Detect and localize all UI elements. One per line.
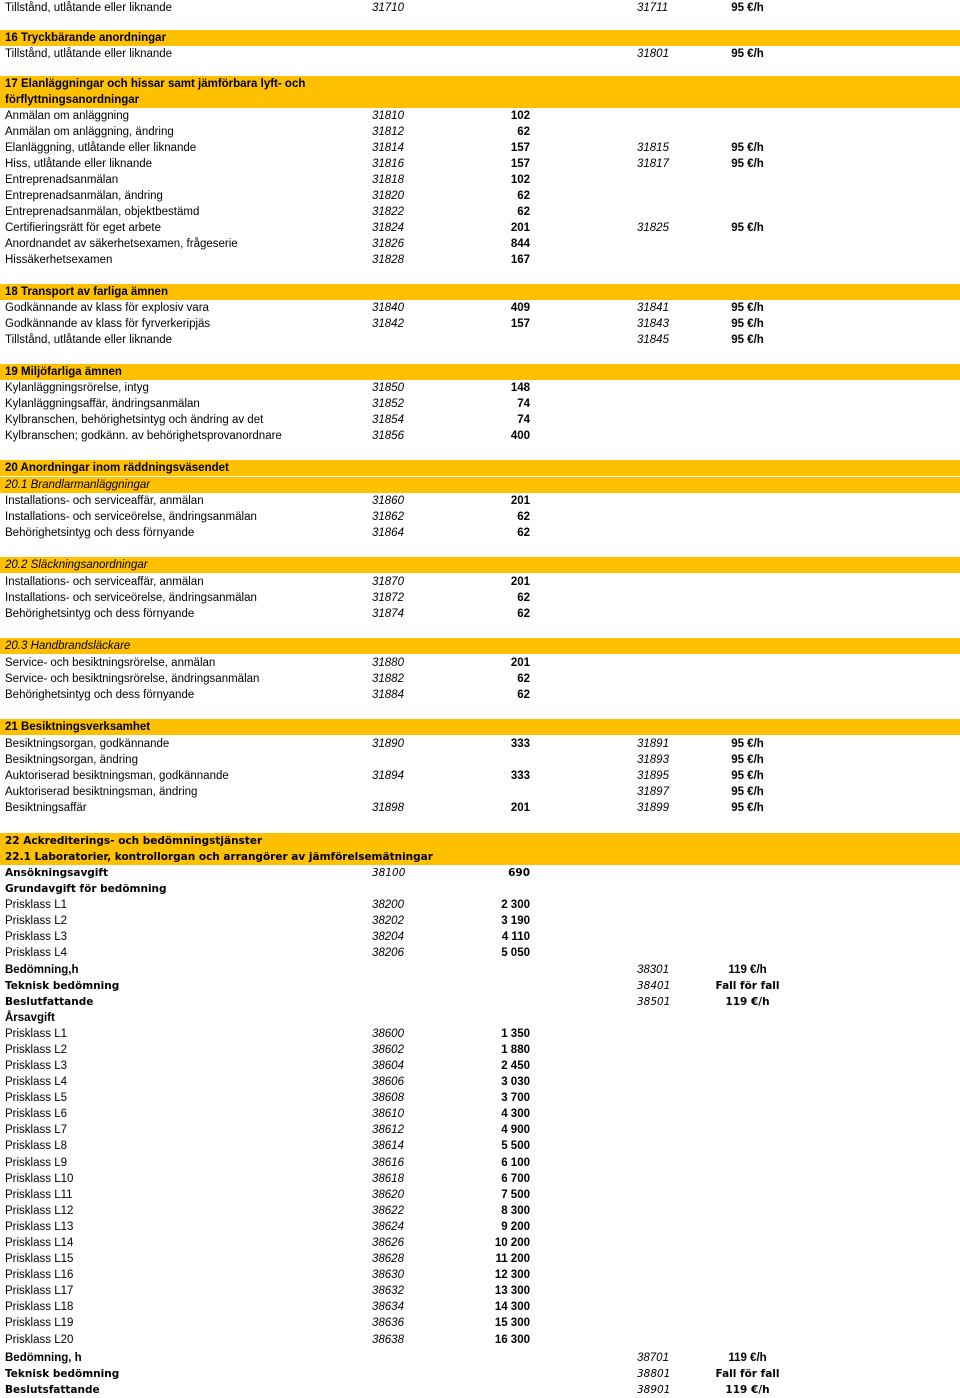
hourly-fee-amount: 119 €/h	[728, 1352, 767, 1364]
table-row	[0, 1155, 960, 1171]
fee-amount: 10 200	[494, 1237, 530, 1249]
fee-code: 38600	[372, 1028, 404, 1040]
fee-code: 31828	[372, 254, 404, 266]
table-row	[0, 1299, 960, 1315]
row-description: Prisklass L18	[5, 1301, 74, 1313]
fee-amount: 5 500	[501, 1140, 530, 1152]
row-description: Tillstånd, utlåtande eller liknande	[5, 334, 173, 346]
fee-code: 38100	[372, 867, 406, 879]
table-row	[0, 1332, 960, 1348]
hourly-fee-code: 38501	[637, 996, 671, 1008]
hourly-fee-amount: 95 €/h	[731, 2, 764, 14]
row-description: Beslutsfattande	[5, 1384, 100, 1396]
row-description: Service- och besiktningsrörelse, ändringsanmälan	[5, 673, 260, 685]
table-row	[0, 978, 960, 994]
table-row	[0, 784, 960, 800]
fee-code: 38638	[372, 1334, 404, 1346]
hourly-fee-code: 31895	[637, 770, 669, 782]
fee-code: 38618	[372, 1173, 404, 1185]
row-description: Bedömning, h	[5, 1352, 82, 1364]
hourly-fee-code: 38801	[637, 1368, 671, 1380]
table-row	[0, 460, 960, 476]
row-description: Entreprenadsanmälan	[5, 174, 119, 186]
fee-code: 38620	[372, 1189, 404, 1201]
table-row	[0, 1026, 960, 1042]
hourly-fee-code: 31711	[637, 2, 669, 14]
table-row	[0, 752, 960, 768]
row-description: 18 Transport av farliga ämnen	[5, 286, 168, 298]
table-row	[0, 929, 960, 945]
row-description: Prisklass L2	[5, 915, 67, 927]
hourly-fee-amount: Fall för fall	[715, 1368, 780, 1380]
row-description: Besiktningsorgan, ändring	[5, 754, 138, 766]
fee-code: 31814	[372, 142, 404, 154]
hourly-fee-amount: 95 €/h	[731, 786, 764, 798]
fee-amount: 3 030	[501, 1076, 530, 1088]
fee-amount: 4 110	[501, 931, 530, 943]
row-description: Prisklass L15	[5, 1253, 74, 1265]
hourly-fee-amount: 95 €/h	[731, 222, 764, 234]
row-description: Tillstånd, utlåtande eller liknande	[5, 2, 173, 14]
row-description: Prisklass L20	[5, 1334, 74, 1346]
table-row	[0, 76, 960, 108]
row-description: 20.3 Handbrandsläckare	[5, 640, 131, 652]
fee-amount: 102	[510, 110, 530, 122]
row-description: 17 Elanläggningar och hissar samt jämförbara lyft- och förflyttningsanordningar	[5, 78, 306, 106]
fee-code: 31818	[372, 174, 404, 186]
table-row	[0, 590, 960, 606]
hourly-fee-amount: 95 €/h	[731, 142, 764, 154]
table-row	[0, 1187, 960, 1203]
table-row	[0, 865, 960, 881]
table-row	[0, 1203, 960, 1219]
fee-code: 38614	[372, 1140, 404, 1152]
fee-amount: 201	[510, 222, 530, 234]
table-row	[0, 736, 960, 752]
fee-amount: 12 300	[494, 1269, 530, 1281]
row-description: Teknisk bedömning	[5, 1368, 120, 1380]
fee-code: 31810	[372, 110, 404, 122]
row-description: Tillstånd, utlåtande eller liknande	[5, 48, 173, 60]
table-row	[0, 913, 960, 929]
fee-amount: 201	[510, 802, 530, 814]
table-row	[0, 188, 960, 204]
table-row	[0, 1122, 960, 1138]
fee-amount: 157	[510, 142, 530, 154]
row-description: Anordnandet av säkerhetsexamen, frågeserie	[5, 238, 238, 250]
table-row	[0, 1350, 960, 1366]
hourly-fee-code: 38301	[637, 964, 669, 976]
row-description: Besiktningsaffär	[5, 802, 87, 814]
row-description: Kylanläggningsaffär, ändringsanmälan	[5, 398, 200, 410]
hourly-fee-code: 31825	[637, 222, 669, 234]
row-description: Hiss, utlåtande eller liknande	[5, 158, 153, 170]
table-row	[0, 606, 960, 622]
fee-amount: 4 300	[501, 1108, 530, 1120]
table-row	[0, 671, 960, 687]
table-row	[0, 1315, 960, 1331]
fee-code: 31710	[372, 2, 404, 14]
row-description: Behörighetsintyg och dess förnyande	[5, 527, 195, 539]
fee-code: 31842	[372, 318, 404, 330]
fee-code: 31824	[372, 222, 404, 234]
row-description: 19 Miljöfarliga ämnen	[5, 366, 122, 378]
row-description: 16 Tryckbärande anordningar	[5, 32, 167, 44]
fee-code: 31812	[372, 126, 404, 138]
fee-amount: 157	[510, 158, 530, 170]
row-description: Prisklass L16	[5, 1269, 74, 1281]
table-row	[0, 300, 960, 316]
hourly-fee-amount: 95 €/h	[731, 302, 764, 314]
table-row	[0, 768, 960, 784]
fee-code: 38622	[372, 1205, 404, 1217]
row-description: Behörighetsintyg och dess förnyande	[5, 608, 195, 620]
table-row	[0, 719, 960, 735]
fee-amount: 2 300	[501, 899, 530, 911]
table-row	[0, 1267, 960, 1283]
fee-amount: 690	[508, 867, 530, 879]
table-row	[0, 332, 960, 348]
table-row	[0, 1219, 960, 1235]
row-description: Prisklass L5	[5, 1092, 67, 1104]
fee-code: 31872	[372, 592, 404, 604]
fee-amount: 1 880	[501, 1044, 530, 1056]
row-description: 21 Besiktningsverksamhet	[5, 721, 151, 733]
table-row	[0, 557, 960, 573]
row-description: Installations- och serviceörelse, ändringsanmälan	[5, 511, 257, 523]
row-description: Entreprenadsanmälan, ändring	[5, 190, 163, 202]
row-description: Grundavgift för bedömning	[5, 883, 167, 895]
table-row	[0, 364, 960, 380]
table-row	[0, 108, 960, 124]
fee-code: 31860	[372, 495, 404, 507]
row-description: Prisklass L2	[5, 1044, 67, 1056]
row-description: Godkännande av klass för fyrverkeripjäs	[5, 318, 211, 330]
fee-code: 31882	[372, 673, 404, 685]
table-row	[0, 1090, 960, 1106]
table-row	[0, 316, 960, 332]
hourly-fee-code: 31843	[637, 318, 669, 330]
hourly-fee-code: 38901	[637, 1384, 671, 1396]
fee-amount: 201	[510, 495, 530, 507]
fee-amount: 148	[510, 382, 530, 394]
row-description: Auktoriserad besiktningsman, godkännande	[5, 770, 229, 782]
table-row	[0, 220, 960, 236]
table-row	[0, 574, 960, 590]
fee-amount: 4 900	[501, 1124, 530, 1136]
fee-amount: 167	[510, 254, 530, 266]
row-description: Certifieringsrätt för eget arbete	[5, 222, 161, 234]
fee-code: 38612	[372, 1124, 404, 1136]
fee-code: 38616	[372, 1157, 404, 1169]
fee-amount: 62	[517, 592, 530, 604]
fee-amount: 844	[510, 238, 530, 250]
row-description: Prisklass L9	[5, 1157, 67, 1169]
fee-code: 38610	[372, 1108, 404, 1120]
hourly-fee-amount: 95 €/h	[731, 158, 764, 170]
fee-amount: 62	[517, 190, 530, 202]
fee-code: 38624	[372, 1221, 404, 1233]
fee-amount: 11 200	[495, 1253, 530, 1265]
row-description: Besiktningsorgan, godkännande	[5, 738, 170, 750]
table-row	[0, 945, 960, 961]
fee-amount: 62	[517, 511, 530, 523]
fee-code: 31862	[372, 511, 404, 523]
fee-code: 31898	[372, 802, 404, 814]
table-row	[0, 1042, 960, 1058]
table-row	[0, 1382, 960, 1398]
fee-amount: 74	[517, 398, 530, 410]
fee-code: 38634	[372, 1301, 404, 1313]
row-description: Ansökningsavgift	[5, 867, 108, 879]
row-description: Kylbranschen; godkänn. av behörighetsprovanordnare	[5, 430, 282, 442]
fee-code: 31874	[372, 608, 404, 620]
fee-code: 31894	[372, 770, 404, 782]
table-row	[0, 172, 960, 188]
row-description: Service- och besiktningsrörelse, anmälan	[5, 657, 216, 669]
fee-amount: 74	[517, 414, 530, 426]
table-row	[0, 1171, 960, 1187]
table-row	[0, 897, 960, 913]
fee-amount: 201	[510, 657, 530, 669]
table-row	[0, 1283, 960, 1299]
table-row	[0, 881, 960, 897]
fee-code: 31822	[372, 206, 404, 218]
fee-code: 31852	[372, 398, 404, 410]
row-description: Auktoriserad besiktningsman, ändring	[5, 786, 198, 798]
hourly-fee-amount: 95 €/h	[731, 754, 764, 766]
row-description: Kylbranschen, behörighetsintyg och ändring av det	[5, 414, 264, 426]
hourly-fee-code: 31897	[637, 786, 669, 798]
hourly-fee-amount: 119 €/h	[725, 1384, 770, 1396]
fee-code: 38630	[372, 1269, 404, 1281]
row-description: Prisklass L12	[5, 1205, 74, 1217]
table-row	[0, 638, 960, 654]
row-description: 22 Ackrediterings- och bedömningstjänster	[5, 835, 263, 847]
fee-code: 31856	[372, 430, 404, 442]
fee-code: 31820	[372, 190, 404, 202]
hourly-fee-amount: 95 €/h	[731, 738, 764, 750]
fee-code: 31884	[372, 689, 404, 701]
fee-code: 38200	[372, 899, 404, 911]
fee-amount: 3 190	[501, 915, 530, 927]
fee-amount: 16 300	[494, 1334, 530, 1346]
row-description: Beslutfattande	[5, 996, 94, 1008]
table-row	[0, 1010, 960, 1026]
row-description: Prisklass L19	[5, 1317, 74, 1329]
fee-amount: 62	[517, 689, 530, 701]
fee-code: 38204	[372, 931, 404, 943]
fee-code: 31870	[372, 576, 404, 588]
fee-code: 31880	[372, 657, 404, 669]
hourly-fee-code: 31891	[637, 738, 669, 750]
fee-code: 38202	[372, 915, 404, 927]
table-row	[0, 477, 960, 493]
row-description: Prisklass L17	[5, 1285, 74, 1297]
table-row	[0, 204, 960, 220]
table-row	[0, 124, 960, 140]
fee-amount: 1 350	[501, 1028, 530, 1040]
hourly-fee-amount: 119 €/h	[725, 996, 770, 1008]
table-row	[0, 1138, 960, 1154]
fee-amount: 333	[510, 738, 530, 750]
hourly-fee-code: 31845	[637, 334, 669, 346]
hourly-fee-amount: 95 €/h	[731, 770, 764, 782]
fee-code: 38206	[372, 947, 404, 959]
row-description: Bedömning,h	[5, 964, 79, 976]
row-description: Prisklass L1	[5, 899, 67, 911]
fee-code: 38608	[372, 1092, 404, 1104]
row-description: 20 Anordningar inom räddningsväsendet	[5, 462, 229, 474]
table-row	[0, 525, 960, 541]
row-description: Årsavgift	[5, 1012, 55, 1024]
fee-amount: 333	[510, 770, 530, 782]
table-row	[0, 1235, 960, 1251]
row-description: Prisklass L4	[5, 947, 67, 959]
fee-code: 31864	[372, 527, 404, 539]
hourly-fee-code: 31815	[637, 142, 669, 154]
fee-code: 38606	[372, 1076, 404, 1088]
hourly-fee-amount: Fall för fall	[715, 980, 780, 992]
table-row	[0, 252, 960, 268]
table-row	[0, 687, 960, 703]
row-description: Prisklass L8	[5, 1140, 67, 1152]
table-row	[0, 284, 960, 300]
table-row	[0, 1251, 960, 1267]
table-row	[0, 46, 960, 62]
table-row	[0, 1074, 960, 1090]
fee-amount: 102	[510, 174, 530, 186]
fee-code: 38604	[372, 1060, 404, 1072]
table-row	[0, 1106, 960, 1122]
table-row	[0, 140, 960, 156]
fee-amount: 7 500	[501, 1189, 530, 1201]
fee-amount: 8 300	[501, 1205, 530, 1217]
row-description: Prisklass L10	[5, 1173, 74, 1185]
hourly-fee-code: 38401	[637, 980, 671, 992]
fee-code: 38602	[372, 1044, 404, 1056]
row-description: Installations- och serviceörelse, ändringsanmälan	[5, 592, 257, 604]
row-description: 20.1 Brandlarmanläggningar	[5, 479, 151, 491]
row-description: 22.1 Laboratorier, kontrollorgan och arrangörer av jämförelsemätningar	[5, 851, 433, 863]
table-row	[0, 962, 960, 978]
hourly-fee-code: 31893	[637, 754, 669, 766]
row-description: Teknisk bedömning	[5, 980, 120, 992]
table-row	[0, 849, 960, 865]
row-description: Anmälan om anläggning, ändring	[5, 126, 174, 138]
hourly-fee-amount: 95 €/h	[731, 334, 764, 346]
fee-amount: 6 100	[501, 1157, 530, 1169]
fee-amount: 62	[517, 608, 530, 620]
fee-amount: 62	[517, 527, 530, 539]
table-row	[0, 994, 960, 1010]
fee-amount: 62	[517, 126, 530, 138]
fee-amount: 6 700	[501, 1173, 530, 1185]
hourly-fee-amount: 119 €/h	[728, 964, 767, 976]
fee-code: 38636	[372, 1317, 404, 1329]
fee-amount: 3 700	[501, 1092, 530, 1104]
table-row	[0, 655, 960, 671]
fee-amount: 2 450	[501, 1060, 530, 1072]
fee-code: 38626	[372, 1237, 404, 1249]
row-description: Installations- och serviceaffär, anmälan	[5, 495, 204, 507]
fee-amount: 157	[510, 318, 530, 330]
row-description: Anmälan om anläggning	[5, 110, 130, 122]
row-description: 20.2 Släckningsanordningar	[5, 559, 148, 571]
fee-amount: 409	[510, 302, 530, 314]
row-description: Elanläggning, utlåtande eller liknande	[5, 142, 197, 154]
hourly-fee-amount: 95 €/h	[731, 802, 764, 814]
table-row	[0, 30, 960, 46]
fee-code: 31840	[372, 302, 404, 314]
fee-amount: 9 200	[501, 1221, 530, 1233]
table-row	[0, 833, 960, 849]
hourly-fee-amount: 95 €/h	[731, 318, 764, 330]
fee-code: 31816	[372, 158, 404, 170]
fee-amount: 400	[510, 430, 530, 442]
fee-amount: 62	[517, 206, 530, 218]
hourly-fee-code: 38701	[637, 1352, 669, 1364]
row-description: Prisklass L7	[5, 1124, 67, 1136]
fee-code: 38628	[372, 1253, 404, 1265]
row-description: Godkännande av klass för explosiv vara	[5, 302, 209, 314]
table-row	[0, 493, 960, 509]
hourly-fee-code: 31899	[637, 802, 669, 814]
fee-amount: 62	[517, 673, 530, 685]
row-description: Entreprenadsanmälan, objektbestämd	[5, 206, 200, 218]
row-description: Installations- och serviceaffär, anmälan	[5, 576, 204, 588]
table-row	[0, 1366, 960, 1382]
fee-code: 31890	[372, 738, 404, 750]
fee-code: 31850	[372, 382, 404, 394]
hourly-fee-amount: 95 €/h	[731, 48, 764, 60]
fee-amount: 201	[510, 576, 530, 588]
table-row	[0, 380, 960, 396]
hourly-fee-code: 31841	[637, 302, 669, 314]
fee-amount: 5 050	[501, 947, 530, 959]
row-description: Prisklass L3	[5, 1060, 67, 1072]
table-row	[0, 509, 960, 525]
table-row	[0, 428, 960, 444]
table-row	[0, 412, 960, 428]
row-description: Prisklass L13	[5, 1221, 74, 1233]
table-row	[0, 236, 960, 252]
row-description: Prisklass L3	[5, 931, 67, 943]
fee-code: 31826	[372, 238, 404, 250]
fee-code: 31854	[372, 414, 404, 426]
row-description: Prisklass L1	[5, 1028, 67, 1040]
fee-amount: 14 300	[494, 1301, 530, 1313]
row-description: Behörighetsintyg och dess förnyande	[5, 689, 195, 701]
fee-amount: 13 300	[494, 1285, 530, 1297]
fee-code: 38632	[372, 1285, 404, 1297]
row-description: Prisklass L14	[5, 1237, 74, 1249]
table-row	[0, 800, 960, 816]
hourly-fee-code: 31817	[637, 158, 669, 170]
fee-amount: 15 300	[494, 1317, 530, 1329]
row-description: Kylanläggningsrörelse, intyg	[5, 382, 149, 394]
row-description: Prisklass L11	[5, 1189, 73, 1201]
table-row	[0, 156, 960, 172]
hourly-fee-code: 31801	[637, 48, 669, 60]
row-description: Prisklass L6	[5, 1108, 67, 1120]
row-description: Prisklass L4	[5, 1076, 67, 1088]
table-row	[0, 1058, 960, 1074]
table-row	[0, 396, 960, 412]
table-row	[0, 0, 960, 16]
row-description: Hissäkerhetsexamen	[5, 254, 113, 266]
